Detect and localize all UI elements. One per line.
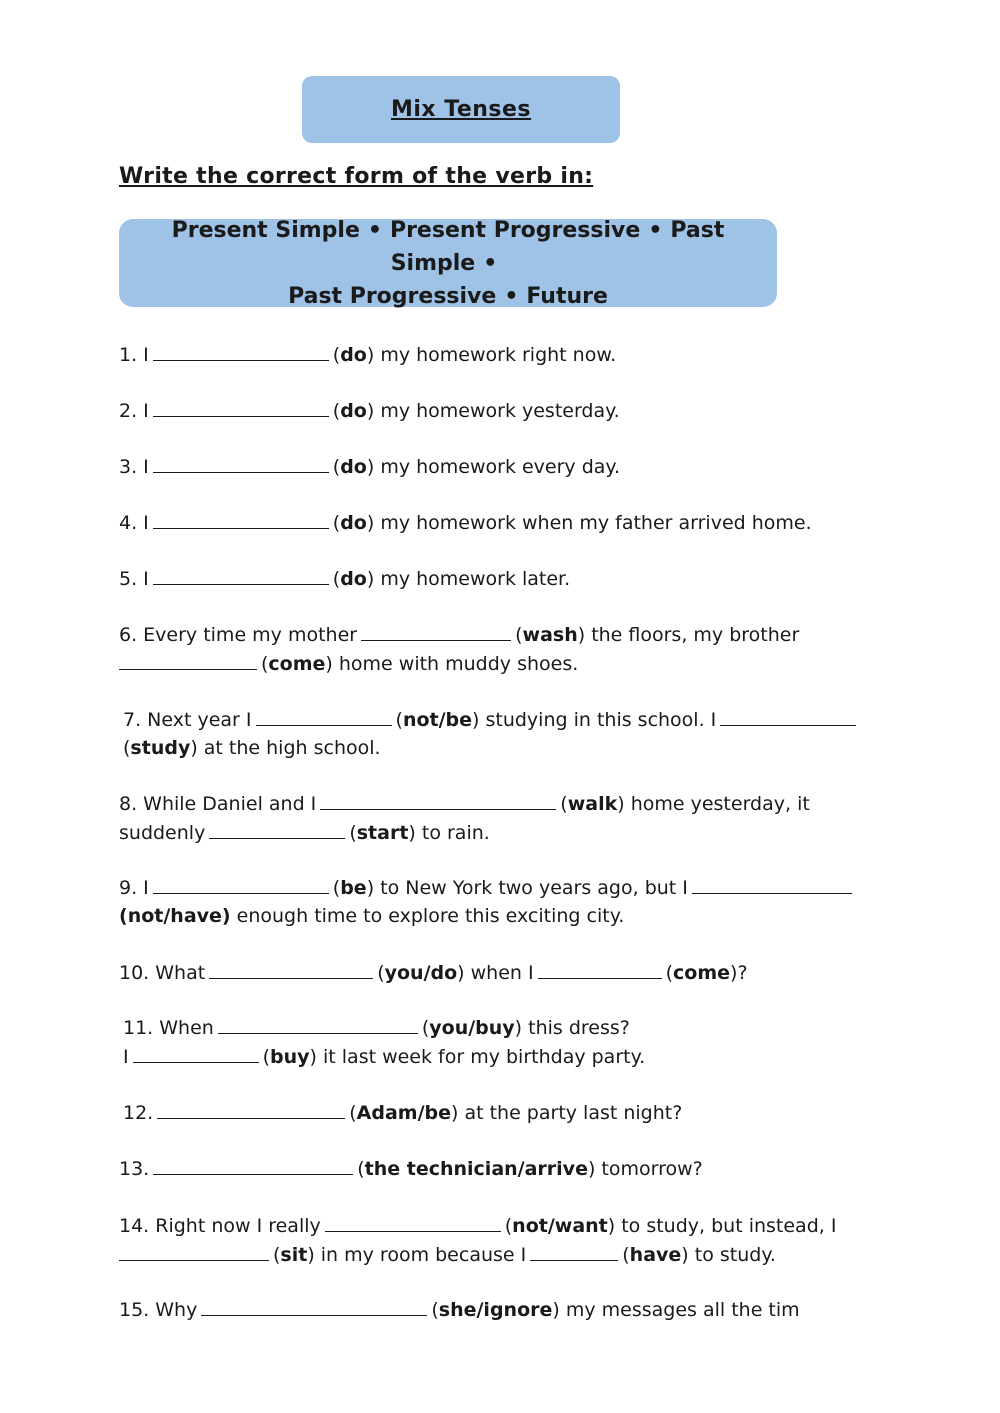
question-text: 7. Next year I: [123, 709, 252, 731]
verb-hint: do: [340, 456, 367, 478]
question-8: 8. While Daniel and I (walk) home yesterday, it suddenly (start) to rain.: [119, 789, 810, 847]
question-text: I: [123, 1046, 129, 1068]
question-text: to study.: [694, 1244, 776, 1266]
question-text: 8. While Daniel and I: [119, 793, 317, 815]
verb-hint: study: [130, 737, 191, 759]
verb-hint: not/be: [402, 709, 473, 731]
bullet-separator: •: [367, 217, 382, 243]
question-text: 2. I: [119, 400, 149, 422]
question-text: my homework right now.: [380, 344, 617, 366]
verb-hint: start: [356, 822, 409, 844]
answer-blank[interactable]: [256, 705, 392, 726]
answer-blank[interactable]: [201, 1295, 427, 1316]
answer-blank[interactable]: [209, 958, 373, 979]
question-text: at the party last night?: [464, 1102, 683, 1124]
verb-hint: buy: [270, 1046, 310, 1068]
verb-hint: not/want: [512, 1215, 608, 1237]
answer-blank[interactable]: [720, 705, 856, 726]
answer-blank[interactable]: [325, 1211, 501, 1232]
question-text: 11. When: [123, 1017, 214, 1039]
question-text: ?: [737, 962, 748, 984]
question-text: 1. I: [119, 344, 149, 366]
answer-blank[interactable]: [119, 1240, 269, 1261]
question-text: to New York two years ago, but I: [380, 877, 688, 899]
question-4: 4. I (do) my homework when my father arrived home.: [119, 508, 812, 537]
answer-blank[interactable]: [153, 340, 329, 361]
page-title: Mix Tenses: [390, 97, 532, 122]
verb-hint: you/do: [384, 962, 458, 984]
question-12: 12. (Adam/be) at the party last night?: [123, 1098, 682, 1127]
answer-blank[interactable]: [153, 1154, 353, 1175]
question-text: 9. I: [119, 877, 149, 899]
question-text: 12.: [123, 1102, 154, 1124]
tense-list-box: [119, 219, 777, 307]
question-text: studying in this school. I: [485, 709, 717, 731]
answer-blank[interactable]: [218, 1013, 418, 1034]
answer-blank[interactable]: [361, 620, 511, 641]
question-9: 9. I (be) to New York two years ago, but I (not/have) enough time to explore this exciting city.: [119, 873, 856, 930]
tense-present-simple: Present Simple: [171, 217, 360, 243]
question-text: home yesterday, it: [630, 793, 810, 815]
verb-hint: walk: [567, 793, 618, 815]
question-13: 13. (the technician/arrive) tomorrow?: [119, 1154, 703, 1183]
verb-hint: the technician/arrive: [364, 1158, 588, 1180]
question-text: my homework every day.: [380, 456, 620, 478]
question-text: 15. Why: [119, 1299, 198, 1321]
question-11: 11. When (you/buy) this dress? I (buy) it last week for my birthday party.: [123, 1013, 645, 1071]
verb-hint: come: [673, 962, 731, 984]
question-text: the floors, my brother: [591, 624, 800, 646]
tense-past-simple: Past Simple: [390, 217, 725, 276]
question-text: 10. What: [119, 962, 206, 984]
question-text: it last week for my birthday party.: [323, 1046, 646, 1068]
question-3: 3. I (do) my homework every day.: [119, 452, 620, 481]
answer-blank[interactable]: [153, 873, 329, 894]
instruction-heading: Write the correct form of the verb in:: [119, 164, 594, 189]
question-7: 7. Next year I (not/be) studying in this school. I (study) at the high school.: [123, 705, 860, 762]
answer-blank[interactable]: [209, 818, 345, 839]
question-text: when I: [470, 962, 534, 984]
question-text: my homework when my father arrived home.: [380, 512, 812, 534]
verb-hint: do: [340, 512, 367, 534]
verb-hint: do: [340, 568, 367, 590]
question-text: 5. I: [119, 568, 149, 590]
question-10: 10. What (you/do) when I (come)?: [119, 958, 748, 987]
answer-blank[interactable]: [692, 873, 852, 894]
question-5: 5. I (do) my homework later.: [119, 564, 570, 593]
verb-hint: do: [340, 344, 367, 366]
verb-hint: come: [268, 653, 326, 675]
question-text: my messages all the tim: [565, 1299, 800, 1321]
answer-blank[interactable]: [320, 789, 556, 810]
tense-present-progressive: Present Progressive: [389, 217, 641, 243]
question-text: enough time to explore this exciting city.: [236, 905, 625, 927]
question-2: 2. I (do) my homework yesterday.: [119, 396, 620, 425]
verb-hint: have: [629, 1244, 682, 1266]
question-text: in my room because I: [320, 1244, 527, 1266]
verb-hint: do: [340, 400, 367, 422]
answer-blank[interactable]: [119, 649, 257, 670]
question-text: home with muddy shoes.: [338, 653, 579, 675]
question-text: my homework later.: [380, 568, 571, 590]
question-15: 15. Why (she/ignore) my messages all the tim: [119, 1295, 800, 1324]
question-text: to study, but instead, I: [621, 1215, 837, 1237]
verb-hint: sit: [280, 1244, 308, 1266]
question-text: tomorrow?: [601, 1158, 703, 1180]
answer-blank[interactable]: [538, 958, 662, 979]
answer-blank[interactable]: [153, 452, 329, 473]
question-text: 14. Right now I really: [119, 1215, 321, 1237]
question-text: my homework yesterday.: [380, 400, 620, 422]
question-6: 6. Every time my mother (wash) the floors, my brother (come) home with muddy shoes.: [119, 620, 799, 678]
tense-future: Future: [526, 283, 608, 309]
verb-hint: you/buy: [429, 1017, 515, 1039]
question-text: this dress?: [528, 1017, 630, 1039]
answer-blank[interactable]: [153, 396, 329, 417]
question-text: at the high school.: [203, 737, 381, 759]
tense-line-1: [119, 214, 777, 280]
bullet-separator: •: [504, 283, 519, 309]
question-14: 14. Right now I really (not/want) to study, but instead, I (sit) in my room because I (have) to study.: [119, 1211, 836, 1269]
answer-blank[interactable]: [153, 564, 329, 585]
question-text: 3. I: [119, 456, 149, 478]
tense-line-2: [288, 280, 608, 313]
question-text: 4. I: [119, 512, 149, 534]
answer-blank[interactable]: [157, 1098, 345, 1119]
tense-past-progressive: Past Progressive: [288, 283, 497, 309]
question-text: 6. Every time my mother: [119, 624, 358, 646]
verb-hint: Adam/be: [356, 1102, 451, 1124]
verb-hint: wash: [522, 624, 578, 646]
question-text: 13.: [119, 1158, 150, 1180]
question-1: 1. I (do) my homework right now.: [119, 340, 616, 369]
verb-hint: she/ignore: [438, 1299, 553, 1321]
bullet-separator: •: [648, 217, 663, 243]
question-text: suddenly: [119, 822, 206, 844]
verb-hint: not/have: [127, 905, 222, 927]
bullet-separator: •: [483, 250, 498, 276]
answer-blank[interactable]: [530, 1240, 618, 1261]
answer-blank[interactable]: [153, 508, 329, 529]
question-text: to rain.: [421, 822, 490, 844]
verb-hint: be: [340, 877, 367, 899]
answer-blank[interactable]: [133, 1042, 259, 1063]
title-box: [302, 76, 620, 143]
